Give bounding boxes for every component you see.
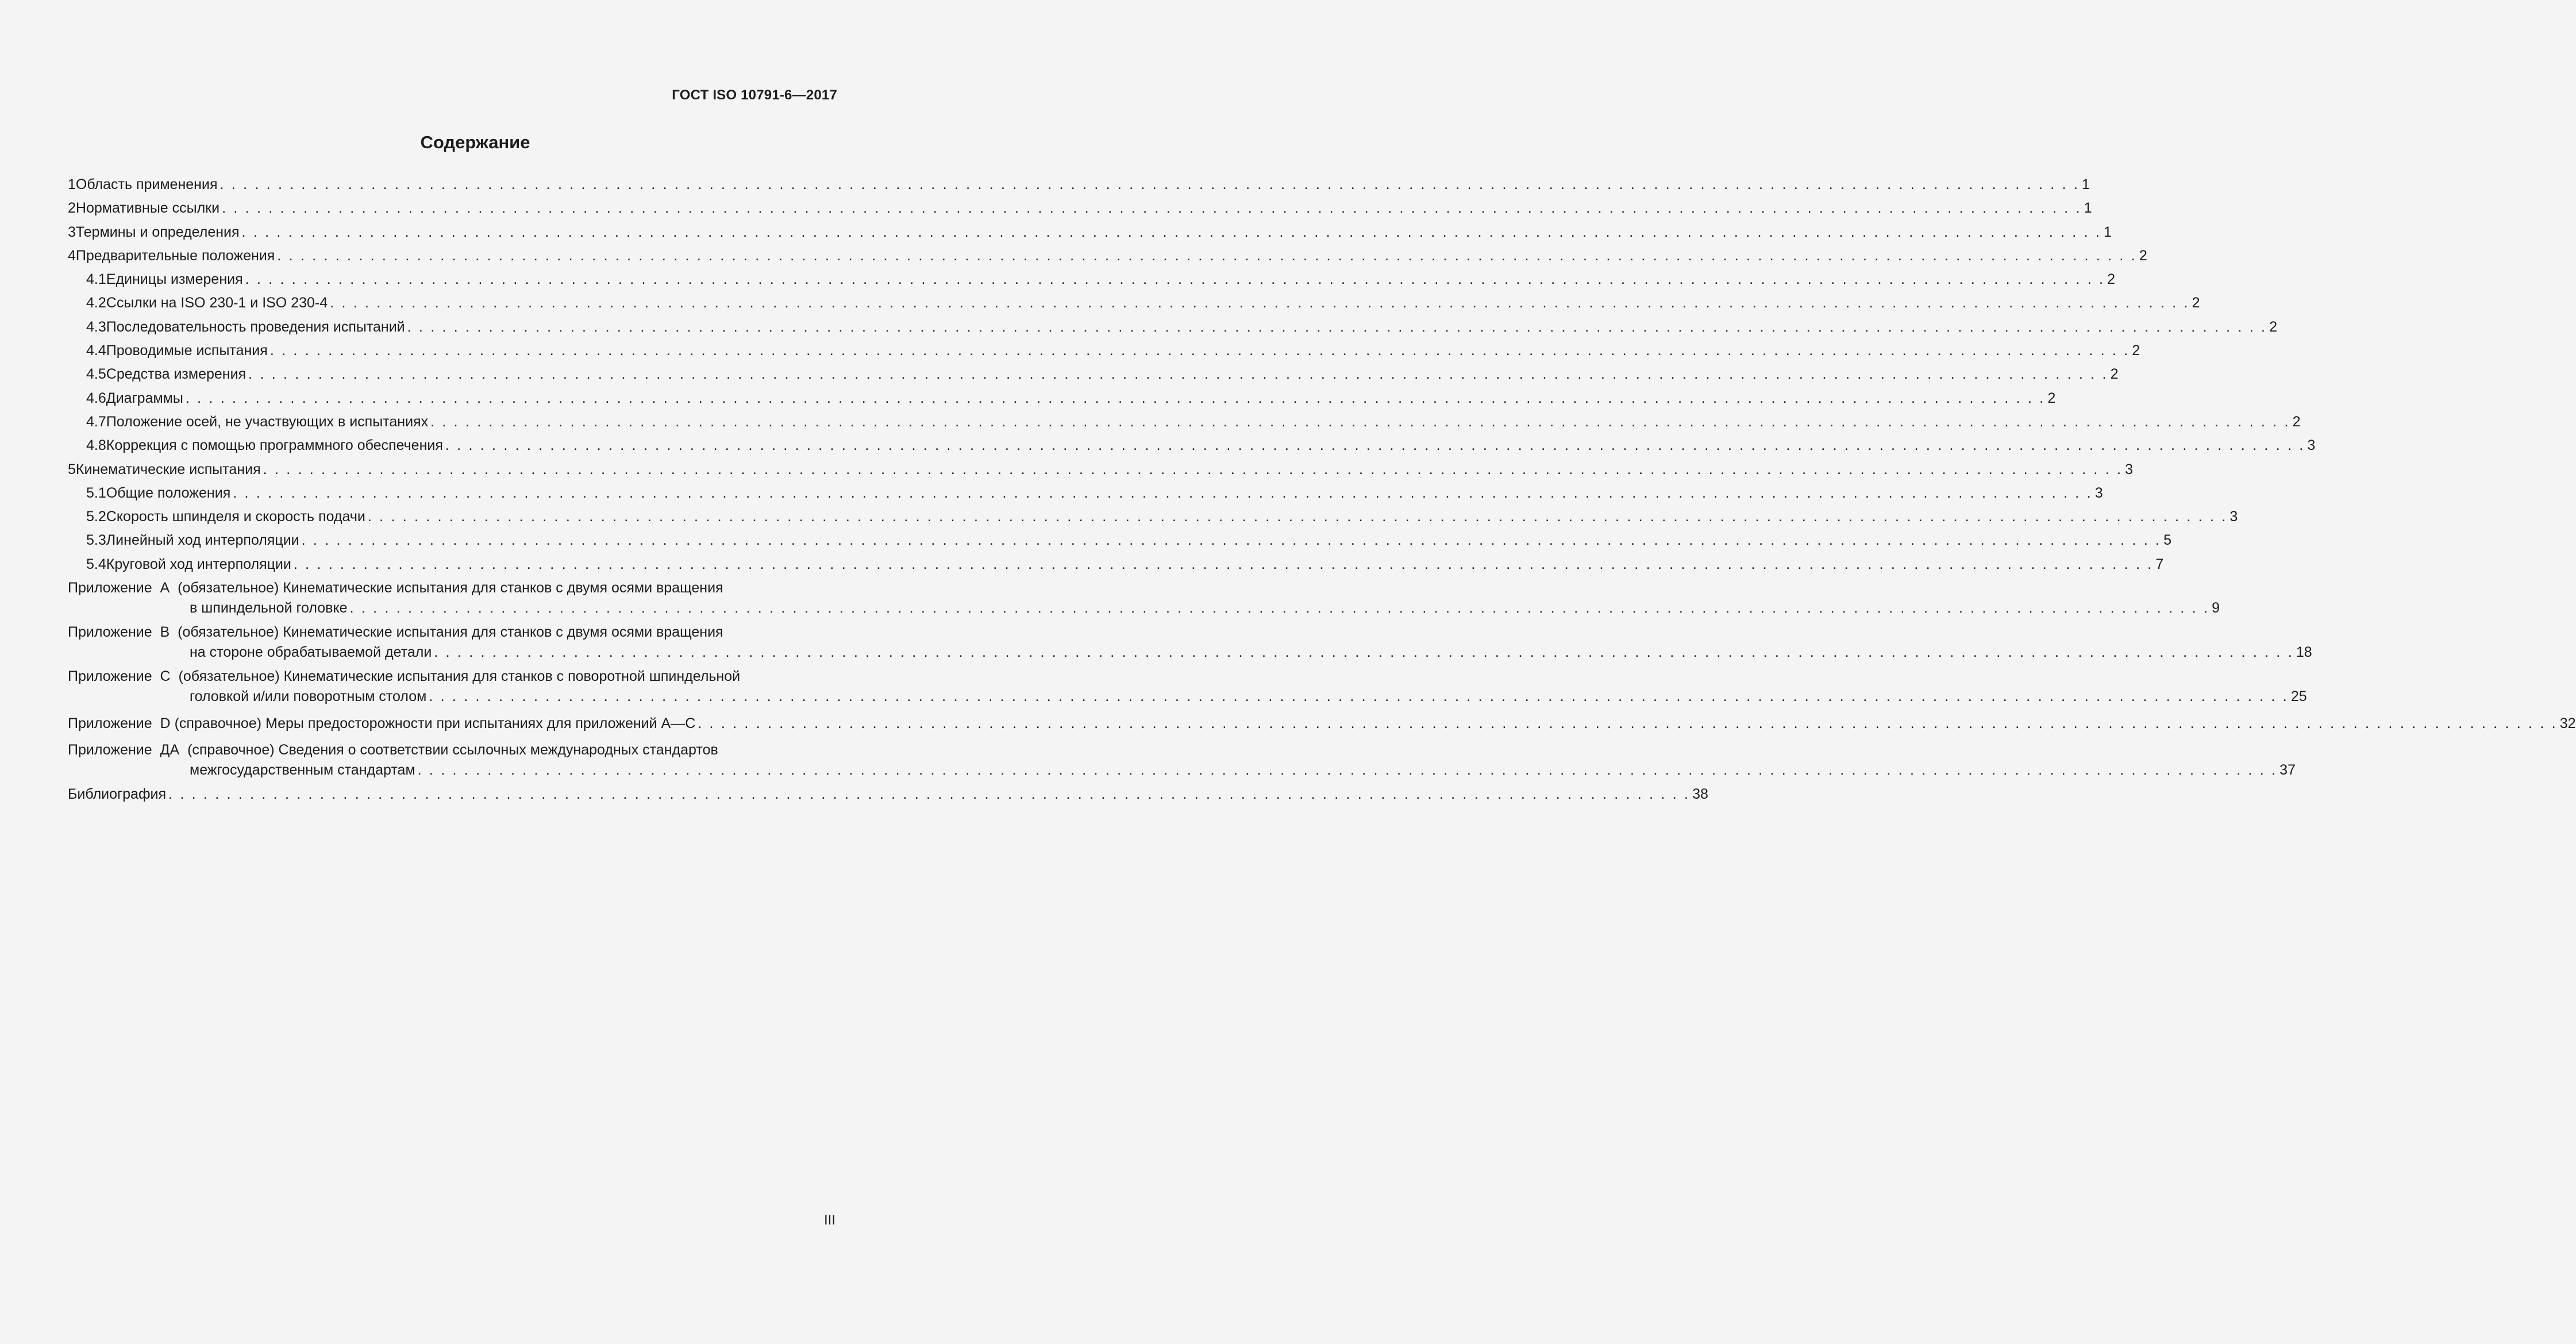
toc-entry-number: 2 xyxy=(68,200,76,217)
toc-entry-number: 4.4 xyxy=(86,342,106,359)
toc-entry-number: 4.6 xyxy=(86,390,106,406)
toc-entry-label: Проводимые испытания xyxy=(106,342,268,359)
annex-title-line: (обязательное) Кинематические испытания для станков с двумя осями вращения xyxy=(178,624,723,641)
toc-entry-annex[interactable] xyxy=(68,709,2576,738)
dot-leader: . . . . . . . . . . . . . . . . . . . . . . . . . . . . . . . . . . . . . . . . . . . . . . . . . . . . . . . . . . . . . . . . . . . . . . . . . . . . . . . . . . . . . . . . . . . . . . . . . . . . . . . . . . . . . . . . . . . . . . . . . . . . . . . . . . . xyxy=(168,786,1691,803)
table-of-contents xyxy=(68,173,2576,806)
toc-entry-label: Круговой ход интерполяции xyxy=(106,556,291,572)
annex-letter: B xyxy=(160,624,170,641)
toc-entry-page: 38 xyxy=(1692,786,1708,803)
toc-entry-page: 7 xyxy=(2155,556,2164,572)
document-designation: ГОСТ ISO 10791-6—2017 xyxy=(672,87,837,103)
toc-entry-page: 5 xyxy=(2163,532,2172,549)
toc-entry-page: 1 xyxy=(2084,200,2092,217)
toc-entry[interactable] xyxy=(68,339,2140,363)
toc-entry-page: 9 xyxy=(2212,600,2220,617)
toc-entry-page: 32 xyxy=(2559,715,2576,732)
toc-entry[interactable] xyxy=(68,197,2092,220)
toc-entry-page: 2 xyxy=(2047,390,2056,406)
annex-title-continuation: головкой и/или поворотным столом xyxy=(190,688,427,705)
dot-leader: . . . . . . . . . . . . . . . . . . . . . . . . . . . . . . . . . . . . . . . . . . . . . . . . . . . . . . . . . . . . . . . . . . . . . . . . . . . . . . . . . . . . . . . . . . . . . . . . . . . . . . . . . . . . . . . . . . . . . . . . . . . . . . . . . . . . . . . . . . . . . . . . . . . . . . . . . . . . . . . . xyxy=(367,509,2228,525)
toc-entry-number: 4.1 xyxy=(86,271,106,288)
annex-prefix: Приложение xyxy=(68,624,152,641)
toc-entry[interactable] xyxy=(68,363,2119,386)
toc-entry-label: Единицы измерения xyxy=(106,271,243,288)
toc-entry-page: 1 xyxy=(2104,224,2112,240)
toc-entry-page: 2 xyxy=(2292,413,2301,430)
dot-leader: . . . . . . . . . . . . . . . . . . . . . . . . . . . . . . . . . . . . . . . . . . . . . . . . . . . . . . . . . . . . . . . . . . . . . . . . . . . . . . . . . . . . . . . . . . . . . . . . . . . . . . . . . . . . . . . . . . . . . . . . . . . . . . . . . . . . . . . . . . . . . . . . . . . . . . . . . . . . . . . . xyxy=(277,247,2137,264)
toc-entry-page: 3 xyxy=(2230,509,2238,525)
toc-entry[interactable] xyxy=(68,529,2172,552)
dot-leader: . . . . . . . . . . . . . . . . . . . . . . . . . . . . . . . . . . . . . . . . . . . . . . . . . . . . . . . . . . . . . . . . . . . . . . . . . . . . . . . . . . . . . . . . . . . . . . . . . . . . . . . . . . . . . . . . . . . . . . . . . . . . . . . . . . . . . . . . . . . . . . . . . . . . . . . . . . . . . . . . xyxy=(245,271,2105,288)
toc-entry-number: 5.3 xyxy=(86,532,106,549)
toc-entry[interactable] xyxy=(68,505,2238,529)
annex-line-2 xyxy=(68,642,2312,663)
toc-entry[interactable] xyxy=(68,315,2278,339)
dot-leader: . . . . . . . . . . . . . . . . . . . . . . . . . . . . . . . . . . . . . . . . . . . . . . . . . . . . . . . . . . . . . . . . . . . . . . . . . . . . . . . . . . . . . . . . . . . . . . . . . . . . . . . . . . . . . . . . . . . . . . . . . . . . . . . . . . . . . . . . . . . . . . . . . . . . . . . . . . . . . . . . xyxy=(185,390,2046,406)
toc-entry[interactable] xyxy=(68,387,2056,410)
toc-entry-label: Последовательность проведения испытаний xyxy=(106,318,405,335)
page-number: III xyxy=(823,1212,835,1228)
dot-leader: . . . . . . . . . . . . . . . . . . . . . . . . . . . . . . . . . . . . . . . . . . . . . . . . . . . . . . . . . . . . . . . . . . . . . . . . . . . . . . . . . . . . . . . . . . . . . . . . . . . . . . . . . . . . . . . . . . . . . . . . . . . . . . . . . . . . . . . . . . . . . . . . . . . . . . . . . . . . . . . . xyxy=(417,762,2278,779)
annex-line-2 xyxy=(68,598,2220,618)
toc-entry-label: Средства измерения xyxy=(106,366,247,383)
dot-leader: . . . . . . . . . . . . . . . . . . . . . . . . . . . . . . . . . . . . . . . . . . . . . . . . . . . . . . . . . . . . . . . . . . . . . . . . . . . . . . . . . . . . . . . . . . . . . . . . . . . . . . . . . . . . . . . . . . . . . . . . . . . . . . . . . . . . . . . . . . . . . . . . . . . . . . . . . . . . . . . . xyxy=(445,437,2305,454)
toc-entry-number: 4.5 xyxy=(86,366,106,383)
toc-entry-number: 5.2 xyxy=(86,509,106,525)
annex-title-line: (справочное) Меры предосторожности при испытаниях для приложений A—C xyxy=(174,715,696,732)
toc-entry-label: Предварительные положения xyxy=(75,247,275,264)
toc-entry-number: 4.7 xyxy=(86,413,106,430)
dot-leader: . . . . . . . . . . . . . . . . . . . . . . . . . . . . . . . . . . . . . . . . . . . . . . . . . . . . . . . . . . . . . . . . . . . . . . . . . . . . . . . . . . . . . . . . . . . . . . . . . . . . . . . . . . . . . . . . . . . . . . . . . . . . . . . . . . . . . . . . . . . . . . . . . . . . . . . . . . . . . . . . xyxy=(269,342,2130,359)
dot-leader: . . . . . . . . . . . . . . . . . . . . . . . . . . . . . . . . . . . . . . . . . . . . . . . . . . . . . . . . . . . . . . . . . . . . . . . . . . . . . . . . . . . . . . . . . . . . . . . . . . . . . . . . . . . . . . . . . . . . . . . . . . . . . . . . . . . . . . . . . . . . . . . . . . . . . . . . . . . . . . . . xyxy=(222,200,2082,217)
toc-entry[interactable] xyxy=(68,244,2147,268)
toc-entry[interactable] xyxy=(68,482,2103,505)
toc-entry-number: 4 xyxy=(68,247,76,264)
dot-leader: . . . . . . . . . . . . . . . . . . . . . . . . . . . . . . . . . . . . . . . . . . . . . . . . . . . . . . . . . . . . . . . . . . . . . . . . . . . . . . . . . . . . . . . . . . . . . . . . . . . . . . . . . . . . . . . . . . . . . . . . . . . . . . . . . . . . . . . . . . . . . . . . . . . . . . . . . . . . . . . . xyxy=(434,644,2294,661)
dot-leader: . . . . . . . . . . . . . . . . . . . . . . . . . . . . . . . . . . . . . . . . . . . . . . . . . . . . . . . . . . . . . . . . . . . . . . . . . . . . . . . . . . . . . . . . . . . . . . . . . . . . . . . . . . . . . . . . . . . . . . . . . . . . . . . . . . . . . . . . . . . . . . . . . . . . . . . . . . . . . . . . xyxy=(407,318,2267,335)
annex-line-1 xyxy=(68,740,837,760)
dot-leader: . . . . . . . . . . . . . . . . . . . . . . . . . . . . . . . . . . . . . . . . . . . . . . . . . . . . . . . . . . . . . . . . . . . . . . . . . . . . . . . . . . . . . . . . . . . . . . . . . . . . . . . . . . . . . . . . . . . . . . . . . . . . . . . . . . . . . . . . . . . . . . . . . . . . . . . . . . . . . . . . xyxy=(698,715,2558,732)
toc-entry-page: 2 xyxy=(2139,247,2147,264)
toc-entry-page: 1 xyxy=(2082,176,2090,192)
toc-entry-page: 25 xyxy=(2290,688,2307,705)
dot-leader: . . . . . . . . . . . . . . . . . . . . . . . . . . . . . . . . . . . . . . . . . . . . . . . . . . . . . . . . . . . . . . . . . . . . . . . . . . . . . . . . . . . . . . . . . . . . . . . . . . . . . . . . . . . . . . . . . . . . . . . . . . . . . . . . . . . . . . . . . . . . . . . . . . . . . . . . . . . . . . . . xyxy=(349,600,2210,617)
toc-annexes xyxy=(68,576,2576,783)
dot-leader: . . . . . . . . . . . . . . . . . . . . . . . . . . . . . . . . . . . . . . . . . . . . . . . . . . . . . . . . . . . . . . . . . . . . . . . . . . . . . . . . . . . . . . . . . . . . . . . . . . . . . . . . . . . . . . . . . . . . . . . . . . . . . . . . . . . . . . . . . . . . . . . . . . . . . . . . . . . . . . . . xyxy=(301,532,2162,549)
toc-entry-number: 5.4 xyxy=(86,556,106,572)
annex-prefix: Приложение xyxy=(68,715,152,732)
toc-entry-number: 4.8 xyxy=(86,437,106,454)
toc-entry[interactable] xyxy=(68,221,2112,244)
annex-prefix: Приложение xyxy=(68,668,152,685)
dot-leader: . . . . . . . . . . . . . . . . . . . . . . . . . . . . . . . . . . . . . . . . . . . . . . . . . . . . . . . . . . . . . . . . . . . . . . . . . . . . . . . . . . . . . . . . . . . . . . . . . . . . . . . . . . . . . . . . . . . . . . . . . . . . . . . . . . . . . . . . . . . . . . . . . . . . . . . . . . . . . . . . xyxy=(220,176,2080,192)
toc-entry-annex[interactable] xyxy=(68,621,2312,665)
toc-entry[interactable] xyxy=(68,434,2316,457)
toc-entry-page: 3 xyxy=(2125,461,2134,477)
annex-title-line: (справочное) Сведения о соответствии ссылочных международных стандартов xyxy=(187,742,718,758)
toc-entry-label: Положение осей, не участвующих в испытаниях xyxy=(106,413,429,430)
toc-entry[interactable] xyxy=(68,553,2164,576)
toc-entry-page: 3 xyxy=(2094,484,2103,501)
annex-line-2 xyxy=(68,686,2307,707)
toc-entry[interactable] xyxy=(68,173,2090,197)
toc-entry-label: Библиография xyxy=(68,786,167,803)
dot-leader: . . . . . . . . . . . . . . . . . . . . . . . . . . . . . . . . . . . . . . . . . . . . . . . . . . . . . . . . . . . . . . . . . . . . . . . . . . . . . . . . . . . . . . . . . . . . . . . . . . . . . . . . . . . . . . . . . . . . . . . . . . . . . . . . . . . . . . . . . . . . . . . . . . . . . . . . . . . . . . . . xyxy=(241,224,2102,240)
annex-title-continuation: на стороне обрабатываемой детали xyxy=(190,644,432,661)
dot-leader: . . . . . . . . . . . . . . . . . . . . . . . . . . . . . . . . . . . . . . . . . . . . . . . . . . . . . . . . . . . . . . . . . . . . . . . . . . . . . . . . . . . . . . . . . . . . . . . . . . . . . . . . . . . . . . . . . . . . . . . . . . . . . . . . . . . . . . . . . . . . . . . . . . . . . . . . . . . . . . . . xyxy=(248,366,2108,383)
toc-entry-page: 37 xyxy=(2279,762,2296,779)
toc-entry-page: 2 xyxy=(2192,295,2200,311)
annex-letter: C xyxy=(160,668,171,685)
toc-entry-label: Коррекция с помощью программного обеспечения xyxy=(106,437,443,454)
toc-sections xyxy=(68,173,2316,576)
toc-entry-annex[interactable] xyxy=(68,576,2220,621)
annex-title-line: (обязательное) Кинематические испытания для станков с двумя осями вращения xyxy=(178,580,723,596)
annex-title-line: (обязательное) Кинематические испытания для станков с поворотной шпиндельной xyxy=(178,668,741,685)
toc-entry-page: 18 xyxy=(2296,644,2312,661)
toc-entry-label: Скорость шпинделя и скорость подачи xyxy=(106,509,365,525)
annex-title-continuation: в шпиндельной головке xyxy=(190,600,348,617)
annex-line-1 xyxy=(68,667,837,686)
toc-entry-number: 3 xyxy=(68,224,76,240)
toc-entry-number: 5.1 xyxy=(86,484,106,501)
annex-title-continuation: межгосударственным стандартам xyxy=(190,762,415,779)
annex-prefix: Приложение xyxy=(68,742,152,758)
annex-line-1 xyxy=(68,578,837,598)
annex-line-2 xyxy=(68,760,2296,780)
toc-entry-page: 2 xyxy=(2110,366,2119,383)
dot-leader: . . . . . . . . . . . . . . . . . . . . . . . . . . . . . . . . . . . . . . . . . . . . . . . . . . . . . . . . . . . . . . . . . . . . . . . . . . . . . . . . . . . . . . . . . . . . . . . . . . . . . . . . . . . . . . . . . . . . . . . . . . . . . . . . . . . . . . . . . . . . . . . . . . . . . . . . . . . . . . . . xyxy=(293,556,2154,572)
toc-entry-label: Ссылки на ISO 230-1 и ISO 230-4 xyxy=(106,295,328,311)
page-title: Содержание xyxy=(420,132,530,152)
toc-entry[interactable] xyxy=(68,291,2200,315)
dot-leader: . . . . . . . . . . . . . . . . . . . . . . . . . . . . . . . . . . . . . . . . . . . . . . . . . . . . . . . . . . . . . . . . . . . . . . . . . . . . . . . . . . . . . . . . . . . . . . . . . . . . . . . . . . . . . . . . . . . . . . . . . . . . . . . . . . . . . . . . . . . . . . . . . . . . . . . . . . . . . . . . xyxy=(330,295,2190,311)
toc-entry-annex[interactable] xyxy=(68,665,2307,709)
toc-entry-annex[interactable] xyxy=(68,738,2296,783)
toc-entry-number: 5 xyxy=(68,461,76,477)
annex-line-1 xyxy=(68,622,837,642)
toc-entry-page: 3 xyxy=(2307,437,2316,454)
toc-entry-number: 4.3 xyxy=(86,318,106,335)
annex-prefix: Приложение xyxy=(68,580,152,596)
toc-entry-label: Область применения xyxy=(75,176,218,192)
toc-entry-page: 2 xyxy=(2107,271,2116,288)
toc-entry-page: 2 xyxy=(2132,342,2140,359)
toc-entry-label: Общие положения xyxy=(106,484,231,501)
toc-entry-label: Кинематические испытания xyxy=(75,461,261,477)
toc-entry-label: Диаграммы xyxy=(106,390,183,406)
annex-line-1 xyxy=(68,711,2576,736)
annex-letter: A xyxy=(160,580,170,596)
toc-entry-label: Термины и определения xyxy=(75,224,240,240)
toc-entry-page: 2 xyxy=(2269,318,2278,335)
dot-leader: . . . . . . . . . . . . . . . . . . . . . . . . . . . . . . . . . . . . . . . . . . . . . . . . . . . . . . . . . . . . . . . . . . . . . . . . . . . . . . . . . . . . . . . . . . . . . . . . . . . . . . . . . . . . . . . . . . . . . . . . . . . . . . . . . . . . . . . . . . . . . . . . . . . . . . . . . . . . . . . . xyxy=(430,413,2290,430)
dot-leader: . . . . . . . . . . . . . . . . . . . . . . . . . . . . . . . . . . . . . . . . . . . . . . . . . . . . . . . . . . . . . . . . . . . . . . . . . . . . . . . . . . . . . . . . . . . . . . . . . . . . . . . . . . . . . . . . . . . . . . . . . . . . . . . . . . . . . . . . . . . . . . . . . . . . . . . . . . . . . . . . xyxy=(263,461,2123,477)
annex-letter: ДА xyxy=(160,742,180,758)
toc-entry-label: Нормативные ссылки xyxy=(75,200,220,217)
dot-leader: . . . . . . . . . . . . . . . . . . . . . . . . . . . . . . . . . . . . . . . . . . . . . . . . . . . . . . . . . . . . . . . . . . . . . . . . . . . . . . . . . . . . . . . . . . . . . . . . . . . . . . . . . . . . . . . . . . . . . . . . . . . . . . . . . . . . . . . . . . . . . . . . . . . . . . . . . . . . . . . . xyxy=(233,484,2093,501)
toc-entry-number: 1 xyxy=(68,176,76,192)
toc-entry-bibliography[interactable] xyxy=(68,783,1708,806)
toc-entry[interactable] xyxy=(68,458,2134,482)
toc-entry[interactable] xyxy=(68,268,2116,291)
toc-entry-label: Линейный ход интерполяции xyxy=(106,532,299,549)
dot-leader: . . . . . . . . . . . . . . . . . . . . . . . . . . . . . . . . . . . . . . . . . . . . . . . . . . . . . . . . . . . . . . . . . . . . . . . . . . . . . . . . . . . . . . . . . . . . . . . . . . . . . . . . . . . . . . . . . . . . . . . . . . . . . . . . . . . . . . . . . . . . . . . . . . . . . . . . . . . . . . . . xyxy=(429,688,2289,705)
toc-entry[interactable] xyxy=(68,410,2301,434)
annex-letter: D xyxy=(160,715,171,732)
toc-entry-number: 4.2 xyxy=(86,295,106,311)
